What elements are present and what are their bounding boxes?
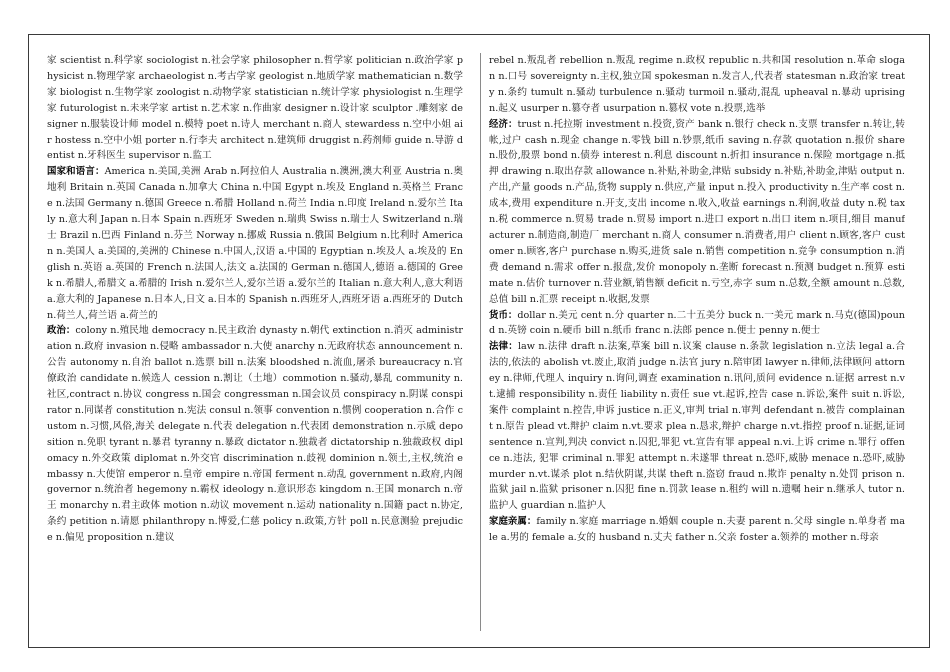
section-body: colony n.殖民地 democracy n.民主政治 dynasty n.朝代 extinction n.消灭 administration n.政府 invasion n.侵略 ambassador n.大使 anarchy n.无政府状态 announcement n.公告 autonomy n.自治 ballot n.选票 bill n.法案 bloodshed n.流血,屠杀 bureaucracy n.官僚政治 candidate n.候选人 cession n.割让（土地）commotion n.骚动,暴乱 community n.社区,contract n.协议 congress n.国会 congressman n.国会议员 conspiracy n.阴谋 conspirator n.同谋者 constitution n.宪法 consul n.领事 convention n.惯例 cooperation n.合作 custom n.习惯,风俗,海关 delegate n.代表 delegation n.代表团 demonstration n.示威 deposition n.免职 tyrant n.暴君 tyranny n.暴政 dictator n.独裁者 dictatorship n.独裁政权 diplomacy n.外交政策 diplomat n.外交官 discrimination n.歧视 dominion n.领土,主权,统治 embassy n.大使馆 emperor n.皇帝 empire n.帝国 ferment n.动乱 government n.政府,内阁 governor n.统治者 hegemony n.霸权 ideology n.意识形态 kingdom n.王国 monarch n.帝王 monarchy n.君主政体 motion n.动议 movement n.运动 nationality n.国籍 pact n.协定,条约 petition n.请愿 philanthropy n.博爱,仁慈 policy n.政策,方针 poll n.民意测验 prejudice n.偏见 proposition n.建议 xyxy=(47,325,463,544)
section-heading: 家庭亲属： xyxy=(489,516,537,528)
section-law xyxy=(489,339,905,514)
section-body: 家 scientist n.科学家 sociologist n.社会学家 philosopher n.哲学家 politician n.政治学家 physicist n.物理学家 archaeologist n.考古学家 geologist n.地质学家 mathematician n.数学家 biologist n.生物学家 zoologist n.动物学家 statistician n.统计学家 physiologist n.生理学家 futurologist n.未来学家 artist n.艺术家 n.作曲家 designer n.设计家 sculptor .雕刻家 designer n.服装设计师 model n.模特 poet n.诗人 merchant n.商人 stewardess n.空中小姐 air hostess n.空中小姐 porter n.行李夫 architect n.建筑师 druggist n.药剂师 guide n.导游 dentist n.牙科医生 supervisor n.监工 xyxy=(47,55,463,162)
section-occupations xyxy=(47,53,463,164)
section-body: family n.家庭 marriage n.婚姻 couple n.夫妻 parent n.父母 single n.单身者 male a.男的 female a.女的 husband n.丈夫 father n.父亲 foster a.领养的 mother n.母亲 xyxy=(489,516,905,544)
section-body: law n.法律 draft n.法案,草案 bill n.议案 clause n.条款 legislation n.立法 legal a.合法的,依法的 abolish vt.废止,取消 judge n.法官 jury n.陪审团 lawyer n.律师,法律顾问 attorney n.律师,代理人 inquiry n.询问,调查 examination n.讯问,质问 evidence n.证据 arrest n.vt.逮捕 responsibility n.责任 liability n.责任 sue vt.起诉,控告 case n.诉讼,案件 suit n.诉讼,案件 complaint n.控告,申诉 justice n.正义,审判 trial n.审判 defendant n.被告 complainant n.原告 plead vt.辩护 claim n.vt.要求 plea n.恳求,辩护 charge n.vt.指控 proof n.证据,证词 sentence n.宣判,判决 convict n.囚犯,罪犯 vt.宣告有罪 appeal n.vi.上诉 crime n.罪行 offence n.违法, 犯罪 criminal n.罪犯 attempt n.未遂罪 threat n.恐吓,威胁 menace n.恐吓,威胁 murder n.vt.谋杀 plot n.结伙阴谋,共谋 theft n.盗窃 fraud n.欺诈 penalty n.处罚 prison n.监狱 jail n.监狱 prisoner n.囚犯 fine n.罚款 lease n.租约 will n.遗嘱 heir n.继承人 tutor n.监护人 guardian n.监护人 xyxy=(489,341,905,512)
section-body: America n.美国,美洲 Arab n.阿拉伯人 Australia n.澳洲,澳大利亚 Austria n.奥地利 Britain n.英国 Canada n.加拿大 China n.中国 Egypt n.埃及 England n.英格兰 France n.法国 Germany n.德国 Greece n.希腊 Holland n.荷兰 India n.印度 Ireland n.爱尔兰 Italy n.意大利 Japan n.日本 Spain n.西班牙 Sweden n.瑞典 Swiss n.瑞士人 Switzerland n.瑞士 Brazil n.巴西 Finland n.芬兰 Norway n.挪威 Russia n.俄国 Belgium n.比利时 American n.美国人 a.美国的,美洲的 Chinese n.中国人,汉语 a.中国的 Egyptian n.埃及人 a.埃及的 English n.英语 a.英国的 French n.法国人,法文 a.法国的 German n.德国人,德语 a.德国的 Greek n.希腊人,希腊文 a.希腊的 Irish n.爱尔兰人,爱尔兰语 a.爱尔兰的 Italian n.意大利人,意大利语 a.意大利的 Japanese n.日本人,日文 a.日本的 Spanish n.西班牙人,西班牙语 a.西班牙的 Dutch n.荷兰人,荷兰语 a.荷兰的 xyxy=(47,166,463,321)
section-politics xyxy=(47,323,463,546)
section-heading: 政治： xyxy=(47,325,76,337)
column-divider xyxy=(480,53,481,631)
section-heading: 经济： xyxy=(489,118,518,130)
section-heading: 货币： xyxy=(489,309,518,321)
document-page xyxy=(28,34,930,648)
section-countries-languages xyxy=(47,164,463,323)
section-economy xyxy=(489,117,905,308)
section-heading: 法律： xyxy=(489,341,518,353)
right-column xyxy=(489,53,905,631)
section-family xyxy=(489,514,905,546)
section-currency xyxy=(489,308,905,340)
section-heading: 国家和语言： xyxy=(47,166,105,178)
section-body: dollar n.美元 cent n.分 quarter n.二十五美分 buck n.一美元 mark n.马克(德国)pound n.英镑 coin n.硬币 bill n.纸币 franc n.法郎 pence n.便士 penny n.便士 xyxy=(489,309,905,337)
section-politics-continued xyxy=(489,53,905,117)
section-body: rebel n.叛乱者 rebellion n.叛乱 regime n.政权 republic n.共和国 resolution n.革命 slogan n.口号 sovereignty n.主权,独立国 spokesman n.发言人,代表者 statesman n.政治家 treaty n.条约 tumult n.骚动 turbulence n.骚动 turmoil n.骚动,混乱 upheaval n.暴动 uprising n.起义 usurper n.篡夺者 usurpation n.篡权 vote n.投票,选举 xyxy=(489,55,905,114)
section-body: trust n.托拉斯 investment n.投资,资产 bank n.银行 check n.支票 transfer n.转让,转帐,过户 cash n.现金 change n.零钱 bill n.钞票,纸币 saving n.存款 quotation n.报价 share n.股份,股票 bond n.债券 interest n.利息 discount n.折扣 insurance n.保险 mortgage n.抵押 drawing n.取出存款 allowance n.补贴,补助金,津贴 subsidy n.补贴,补助金,津贴 output n.产出,产量 goods n.产品,货物 supply n.供应,产量 input n.投入 productivity n.生产率 cost n.成本,费用 expenditure n.开支,支出 income n.收入,收益 earnings n.利润,收益 duty n.税 tax n.税 commerce n.贸易 trade n.贸易 import n.进口 export n.出口 item n.项目,细目 manufacturer n.制造商,制造厂 merchant n.商人 consumer n.消费者,用户 client n.顾客,客户 customer n.顾客,客户 purchase n.购买,进货 sale n.销售 competition n.竞争 consumption n.消费 demand n.需求 offer n.报盘,发价 monopoly n.垄断 forecast n.预测 budget n.预算 estimate n.估价 turnover n.营业额,销售额 deficit n.亏空,赤字 sum n.总数,全额 amount n.总数,总值 bill n.汇票 receipt n.收据,发票 xyxy=(489,118,905,305)
left-column xyxy=(47,53,463,631)
